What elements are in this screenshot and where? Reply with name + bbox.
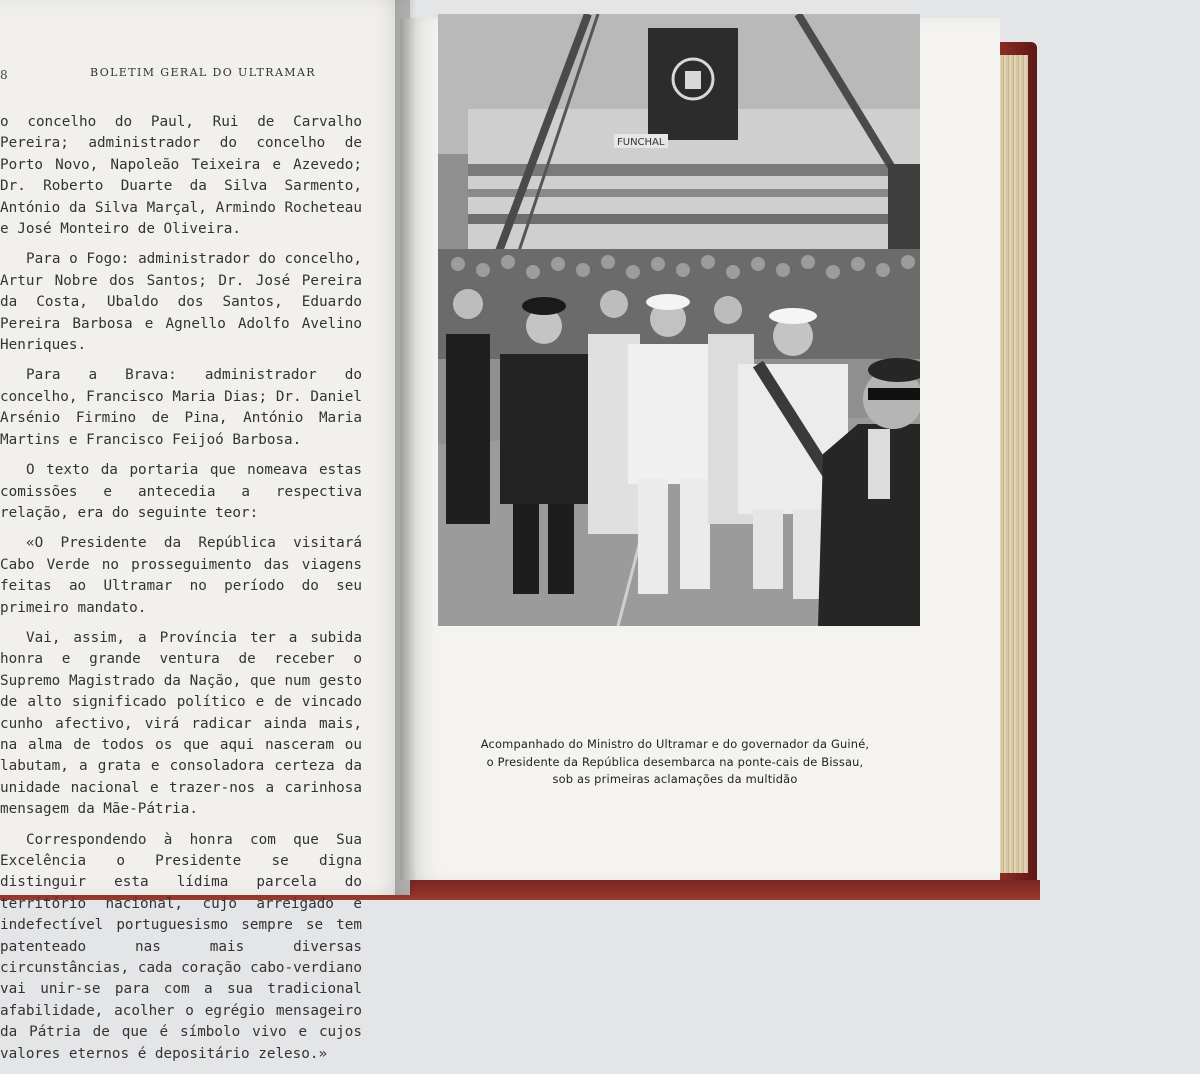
caption-line: o Presidente da República desembarca na ponte-cais de Bissau, — [486, 754, 864, 769]
paragraph: Correspondendo à honra com que Sua Excelência o Presidente se digna distinguir esta lídima parcela do território nacional, cujo arreigado e indefectível portuguesismo sempre se tem patenteado nas mais diversas circunstâncias, cada coração cabo-verdiano vai unir-se para com a sua tradicional afabilidade, acolher o egrégio mensageiro da Pátria de que é símbolo vivo e cujos valores eternos é depositário zeleso.» — [0, 831, 362, 1062]
running-head: BOLETIM GERAL DO ULTRAMAR — [90, 66, 316, 79]
page-number: 8 — [0, 68, 8, 82]
paragraph: o concelho do Paul, Rui de Carvalho Pereira; administrador do concelho de Porto Novo, Napoleão Teixeira e Azevedo; Dr. Roberto Duarte da Silva Sarmento, António da Silva Marçal, Armindo Rocheteau e José Monteiro de Oliveira. — [0, 114, 362, 238]
photo-caption — [440, 736, 910, 789]
ship-name: FUNCHAL — [617, 137, 665, 148]
paragraph: O texto da portaria que nomeava estas comissões e antecedia a respectiva relação, era do seguinte teor: — [0, 462, 362, 521]
book-gutter-shadow — [395, 0, 417, 895]
caption-line: Acompanhado do Ministro do Ultramar e do governador da Guiné, — [480, 737, 870, 751]
paragraph: Para o Fogo: administrador do concelho, Artur Nobre dos Santos; Dr. José Pereira da Costa, Ubaldo dos Santos, Eduardo Pereira Barbosa e Agnello Adolfo Avelino Henriques. — [0, 251, 362, 354]
paragraph: Para a Brava: administrador do concelho, Francisco Maria Dias; Dr. Daniel Arsénio Firmino de Pina, António Maria Martins e Francisco Feijoó Barbosa. — [0, 367, 362, 448]
photo-illustration — [438, 14, 920, 626]
photograph — [438, 14, 920, 626]
body-text — [0, 112, 362, 1074]
paragraph: «O Presidente da República visitará Cabo Verde no prosseguimento das viagens feitas ao Ultramar no período do seu primeiro mandato. — [0, 535, 362, 616]
paragraph: Vai, assim, a Província ter a subida honra e grande ventura de receber o Supremo Magistrado da Nação, que num gesto de alto significado político e de vincado cunho afectivo, virá radicar ainda mais, na alma de todos os que aqui nasceram ou labutam, a grata e consoladora certeza da unidade nacional e trazer-nos a carinhosa mensagem da Mãe-Pátria. — [0, 629, 362, 818]
caption-line: sob as primeiras aclamações da multidão — [552, 772, 798, 787]
